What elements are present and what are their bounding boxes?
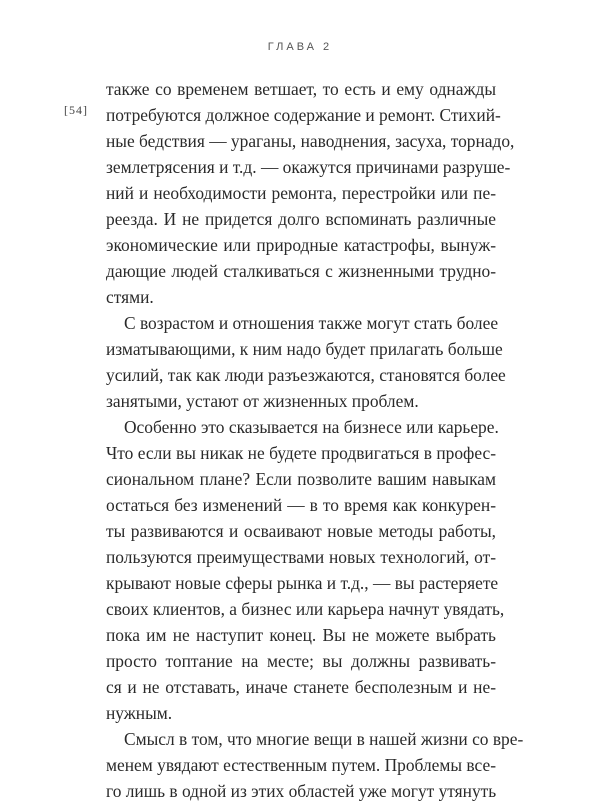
text-line: Что если вы никак не будете продвигаться в профес- [106, 443, 496, 463]
text-line: Смысл в том, что многие вещи в нашей жизни со вре- [124, 729, 524, 749]
text-line: своих клиентов, а бизнес или карьера начнут увядать, [106, 599, 505, 619]
text-line: менем увядают естественным путем. Проблемы все- [106, 755, 496, 775]
text-line: усилий, так как люди разъезжаются, становятся более [106, 365, 506, 385]
text-line: ся и не отставать, иначе станете бесполезным и не- [106, 677, 496, 697]
text-line: ний и необходимости ремонта, перестройки или пе- [106, 183, 496, 203]
text-line: нужным. [106, 703, 173, 723]
paragraph [106, 76, 515, 310]
text-line: также со временем ветшает, то есть и ему однажды [106, 79, 496, 99]
text-line: го лишь в одной из этих областей уже могут утянуть [106, 781, 497, 801]
text-line: просто топтание на месте; вы должны развивать- [106, 651, 496, 671]
text-line: изматывающими, к ним надо будет прилагать больше [106, 339, 503, 359]
text-line: пользуются преимуществами новых технологий, от- [106, 547, 496, 567]
body-text [106, 76, 524, 804]
text-line: потребуются должное содержание и ремонт. Стихий- [106, 105, 501, 125]
text-line: дающие людей сталкиваться с жизненными трудно- [106, 261, 496, 281]
text-line: С возрастом и отношения также могут стать более [124, 313, 499, 333]
text-line: пока им не наступит конец. Вы не можете выбрать [106, 625, 496, 645]
text-line: Особенно это сказывается на бизнесе или карьере. [124, 417, 499, 437]
text-line: экономические или природные катастрофы, вынуж- [106, 235, 496, 255]
text-line: занятыми, устают от жизненных проблем. [106, 391, 419, 411]
text-line: ные бедствия — ураганы, наводнения, засуха, торнадо, [106, 131, 515, 151]
text-line: сиональном плане? Если позволите вашим навыкам [106, 469, 496, 489]
text-line: ты развиваются и осваивают новые методы работы, [106, 521, 496, 541]
text-line: реезда. И не придется долго вспоминать различные [106, 209, 496, 229]
running-header: ГЛАВА 2 [267, 41, 333, 53]
text-line: землетрясения и т.д. — окажутся причинами разруше- [106, 157, 511, 177]
page-number: [54] [64, 103, 88, 117]
text-line: крывают новые сферы рынка и т.д., — вы растеряете [106, 573, 499, 593]
paragraph [106, 310, 506, 414]
text-line: стями. [106, 287, 154, 307]
paragraph [106, 414, 505, 726]
paragraph [106, 726, 524, 804]
text-line: остаться без изменений — в то время как конкурен- [106, 495, 496, 515]
